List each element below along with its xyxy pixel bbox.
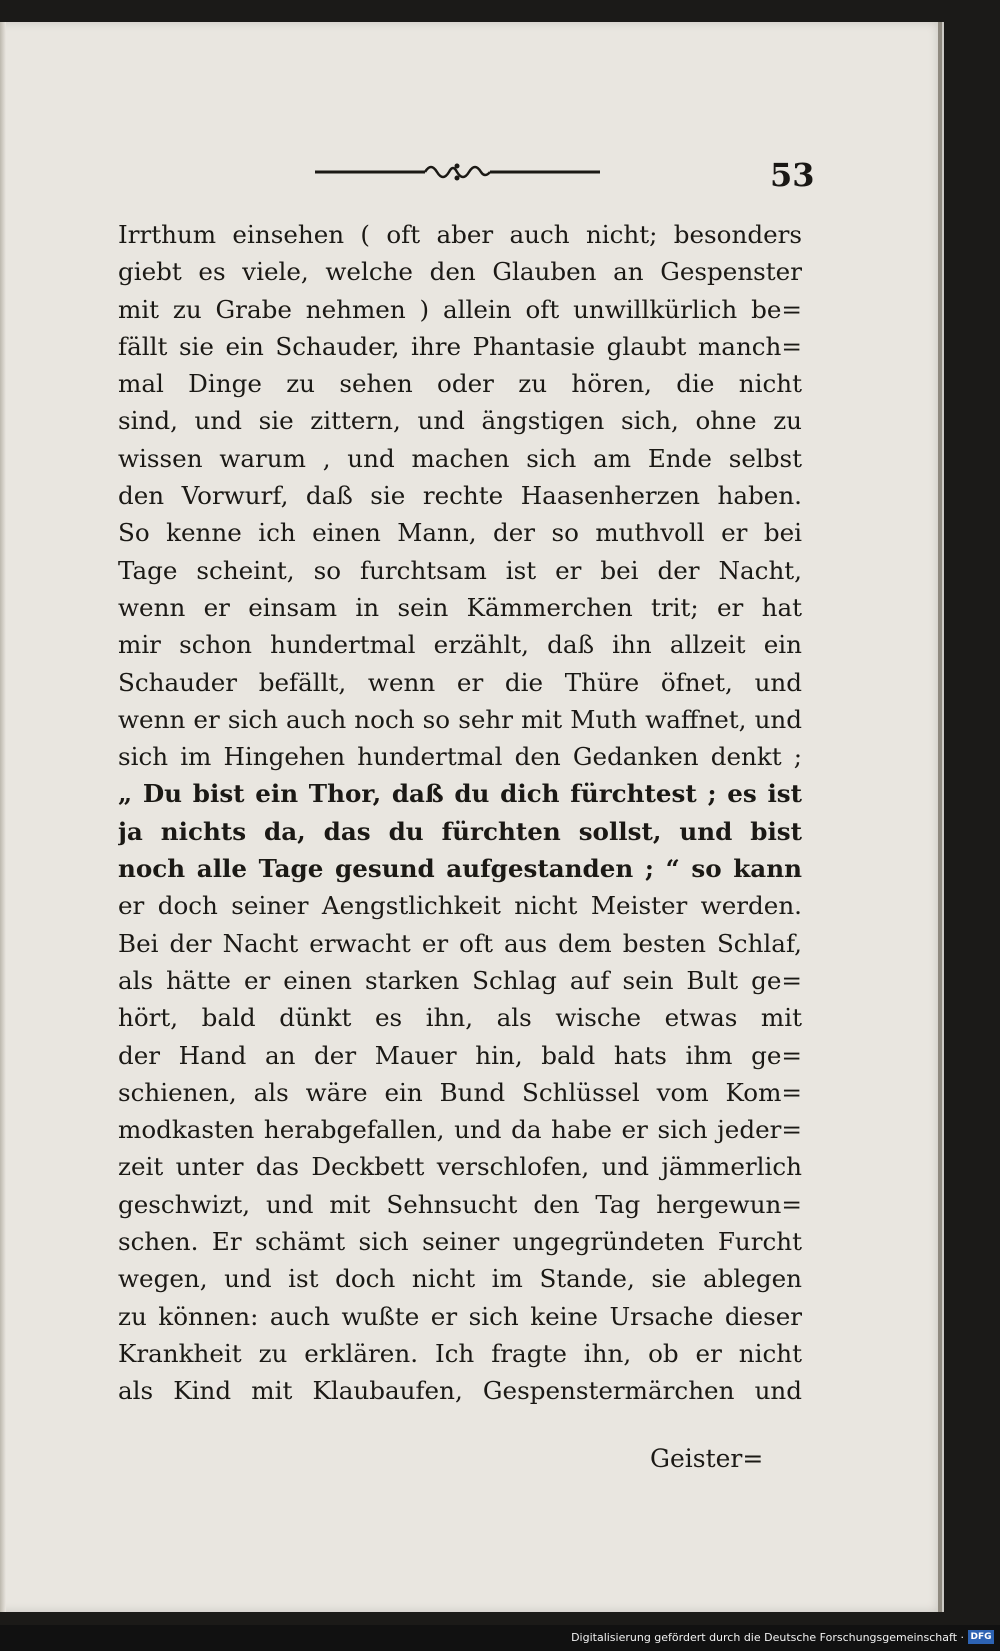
text-line: als hätte er einen starken Schlag auf sein Bult ge= [118,965,802,995]
catchword: Geister= [650,1444,764,1473]
text-line: wenn er sich auch noch so sehr mit Muth waffnet, und [118,704,802,734]
text-line: Krankheit zu erklären. Ich fragte ihn, ob er nicht [118,1338,802,1368]
text-line: wenn er einsam in sein Kämmerchen trit; er hat [118,592,802,622]
footer-credit: Digitalisierung gefördert durch die Deutsche Forschungsgemeinschaft · [571,1631,964,1644]
text-line: zeit unter das Deckbett verschlofen, und jämmerlich [118,1152,802,1182]
text-line: schen. Er schämt sich seiner ungegründeten Furcht [118,1227,802,1257]
body-text [118,216,802,1410]
text-line: Bei der Nacht erwacht er oft aus dem besten Schlaf, [118,928,802,958]
text-line: zu können: auch wußte er sich keine Ursache dieser [118,1301,802,1331]
text-line: den Vorwurf, daß sie rechte Haasenherzen haben. [118,481,802,511]
text-line: ja nichts da, das du fürchten sollst, und bist [118,816,802,846]
text-line: hört, bald dünkt es ihn, als wische etwas mit [118,1003,802,1033]
text-line: mal Dinge zu sehen oder zu hören, die nicht [118,369,802,399]
text-line: mit zu Grabe nehmen ) allein oft unwillkürlich be= [118,294,802,324]
text-line: der Hand an der Mauer hin, bald hats ihm ge= [118,1040,802,1070]
header-ornament [315,158,625,184]
text-line: mir schon hundertmal erzählt, daß ihn allzeit ein [118,630,802,660]
text-line: schienen, als wäre ein Bund Schlüssel vom Kom= [118,1077,802,1107]
text-line: geschwizt, und mit Sehnsucht den Tag hergewun= [118,1189,802,1219]
text-line: Schauder befällt, wenn er die Thüre öfnet, und [118,667,802,697]
page-left-edge [0,22,6,1612]
text-line: „ Du bist ein Thor, daß du dich fürchtest ; es ist [118,779,802,809]
text-line: noch alle Tage gesund aufgestanden ; “ so kann [118,854,802,884]
text-line: als Kind mit Klaubaufen, Gespenstermärchen und [118,1376,802,1406]
text-line: Irrthum einsehen ( oft aber auch nicht; besonders [118,220,802,249]
dfg-logo: DFG [968,1630,994,1644]
digitization-footer [0,1625,1000,1651]
text-line: sind, und sie zittern, und ängstigen sich, ohne zu [118,406,802,436]
text-line: wissen warum , und machen sich am Ende selbst [118,443,802,473]
text-line: So kenne ich einen Mann, der so muthvoll er bei [118,518,802,548]
text-line: wegen, und ist doch nicht im Stande, sie ablegen [118,1264,802,1294]
text-line: Tage scheint, so furchtsam ist er bei der Nacht, [118,555,802,585]
text-line: er doch seiner Aengstlichkeit nicht Meister werden. [118,891,802,921]
page-right-edge [938,22,942,1612]
page-number: 53 [770,156,815,194]
text-line: sich im Hingehen hundertmal den Gedanken denkt ; [118,742,802,772]
text-line: modkasten herabgefallen, und da habe er sich jeder= [118,1115,802,1145]
text-line: giebt es viele, welche den Glauben an Gespenster [118,257,802,287]
text-line: fällt sie ein Schauder, ihre Phantasie glaubt manch= [118,331,802,361]
